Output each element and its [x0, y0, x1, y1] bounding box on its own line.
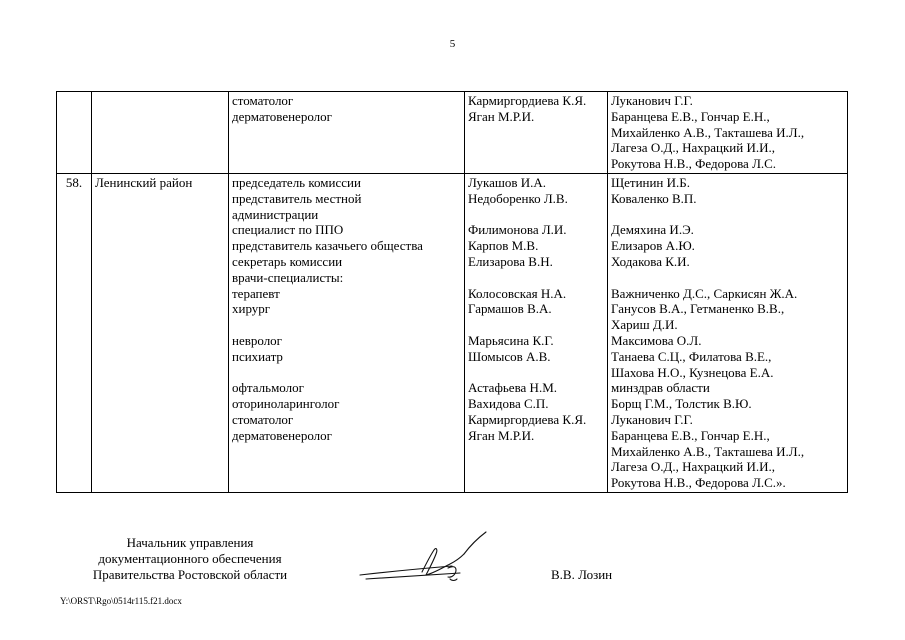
cell-line	[468, 365, 604, 381]
cell-line: Важниченко Д.С., Саркисян Ж.А.	[611, 285, 798, 301]
cell-line	[468, 270, 604, 286]
district-cell	[92, 173, 229, 492]
cell-line: Марьясина К.Г.	[468, 332, 554, 348]
cell-line: Максимова О.Л.	[611, 332, 702, 348]
cell-line	[468, 207, 604, 223]
cell-line: Карпов М.В.	[468, 238, 539, 254]
cell-line: Борщ Г.М., Толстик В.Ю.	[611, 396, 752, 412]
cell-line: Лагеза О.Д., Нахрацкий И.И.,	[611, 140, 775, 156]
cell-line	[611, 207, 844, 223]
cell-line: Вахидова С.П.	[468, 396, 549, 412]
cell-line: Луканович Г.Г.	[611, 93, 693, 108]
cell-line: офтальмолог	[232, 380, 304, 396]
cell-line	[468, 317, 604, 333]
cell-line: Баранцева Е.В., Гончар Е.Н.,	[611, 427, 770, 443]
table-row	[57, 92, 848, 174]
cell-line: психиатр	[232, 348, 283, 364]
cell-line: стоматолог	[232, 93, 294, 108]
signatory-name: В.В. Лозин	[551, 567, 613, 582]
cell-text: Ленинский район	[95, 174, 193, 190]
cell-line: секретарь комиссии	[232, 253, 343, 269]
members-cell	[465, 173, 608, 492]
commission-table-body	[57, 92, 848, 493]
roles-cell	[229, 173, 465, 492]
cell-line	[611, 270, 844, 286]
row-number-cell	[57, 92, 92, 174]
cell-line: минздрав области	[611, 380, 710, 396]
cell-line: Михайленко А.В., Такташева И.Л.,	[611, 124, 805, 140]
cell-line: Михайленко А.В., Такташева И.Л.,	[611, 443, 805, 459]
signatory-title-line: Начальник управления	[126, 535, 254, 550]
cell-line: Коваленко В.П.	[611, 190, 697, 206]
cell-line: Гармашов В.А.	[468, 301, 552, 317]
row-number-cell	[57, 173, 92, 492]
cell-line: Астафьева Н.М.	[468, 380, 558, 396]
cell-line: Хариш Д.И.	[611, 317, 678, 333]
cell-line: представитель местной	[232, 190, 362, 206]
commission-table	[56, 91, 848, 493]
members-cell	[465, 92, 608, 174]
cell-line: Филимонова Л.И.	[468, 222, 567, 238]
cell-line: Рокутова Н.В., Федорова Л.С.	[611, 156, 777, 172]
cell-line: оториноларинголог	[232, 396, 340, 412]
cell-line: Ганусов В.А., Гетманенко В.В.,	[611, 301, 785, 317]
cell-line: дерматовенеролог	[232, 427, 332, 443]
cell-line	[232, 317, 461, 333]
cell-line: Луканович Г.Г.	[611, 411, 693, 427]
cell-line: Кармиргордиева К.Я.	[468, 411, 587, 427]
cell-line: дерматовенеролог	[232, 108, 332, 124]
roles-cell	[229, 92, 465, 174]
cell-line: Лукашов И.А.	[468, 174, 547, 190]
cell-line: Лагеза О.Д., Нахрацкий И.И.,	[611, 459, 775, 475]
cell-text	[95, 93, 225, 109]
signatory-title-line: документационного обеспечения	[98, 551, 282, 566]
cell-line	[232, 365, 461, 381]
cell-line: Демяхина И.Э.	[611, 222, 694, 238]
cell-line: Ходакова К.И.	[611, 253, 690, 269]
cell-line: Шомысов А.В.	[468, 348, 551, 364]
cell-line: Шахова Н.О., Кузнецова Е.А.	[611, 364, 774, 380]
cell-line: председатель комиссии	[232, 174, 361, 190]
signatory-title-line: Правительства Ростовской области	[92, 567, 288, 582]
file-path: Y:\ORST\Rgo\0514r115.f21.docx	[60, 596, 182, 606]
table-row	[57, 173, 848, 492]
cell-line: Елизаров А.Ю.	[611, 238, 695, 254]
signature	[356, 528, 506, 588]
cell-line: врачи-специалисты:	[232, 269, 344, 285]
cell-line: невролог	[232, 332, 283, 348]
cell-line: специалист по ППО	[232, 222, 344, 238]
cell-line: Елизарова В.Н.	[468, 253, 553, 269]
reserves-cell	[608, 92, 848, 174]
cell-line: Колосовская Н.А.	[468, 285, 567, 301]
cell-line: терапевт	[232, 285, 280, 301]
cell-text: 58.	[65, 174, 83, 190]
cell-line: Щетинин И.Б.	[611, 174, 690, 190]
cell-line: Кармиргордиева К.Я.	[468, 93, 587, 108]
cell-line: Недоборенко Л.В.	[468, 190, 568, 206]
cell-line: администрации	[232, 206, 319, 222]
cell-line: Рокутова Н.В., Федорова Л.С.».	[611, 475, 786, 491]
cell-line: Яган М.Р.И.	[468, 108, 535, 124]
cell-line: стоматолог	[232, 411, 294, 427]
cell-text	[59, 93, 89, 109]
reserves-cell	[608, 173, 848, 492]
cell-line: хирург	[232, 301, 271, 317]
cell-line: Танаева С.Ц., Филатова В.Е.,	[611, 348, 772, 364]
page-number: 5	[449, 38, 456, 50]
cell-line: представитель казачьего общества	[232, 238, 423, 254]
signatory-title	[60, 535, 320, 583]
cell-line: Баранцева Е.В., Гончар Е.Н.,	[611, 108, 770, 124]
district-cell	[92, 92, 229, 174]
cell-line: Яган М.Р.И.	[468, 427, 535, 443]
